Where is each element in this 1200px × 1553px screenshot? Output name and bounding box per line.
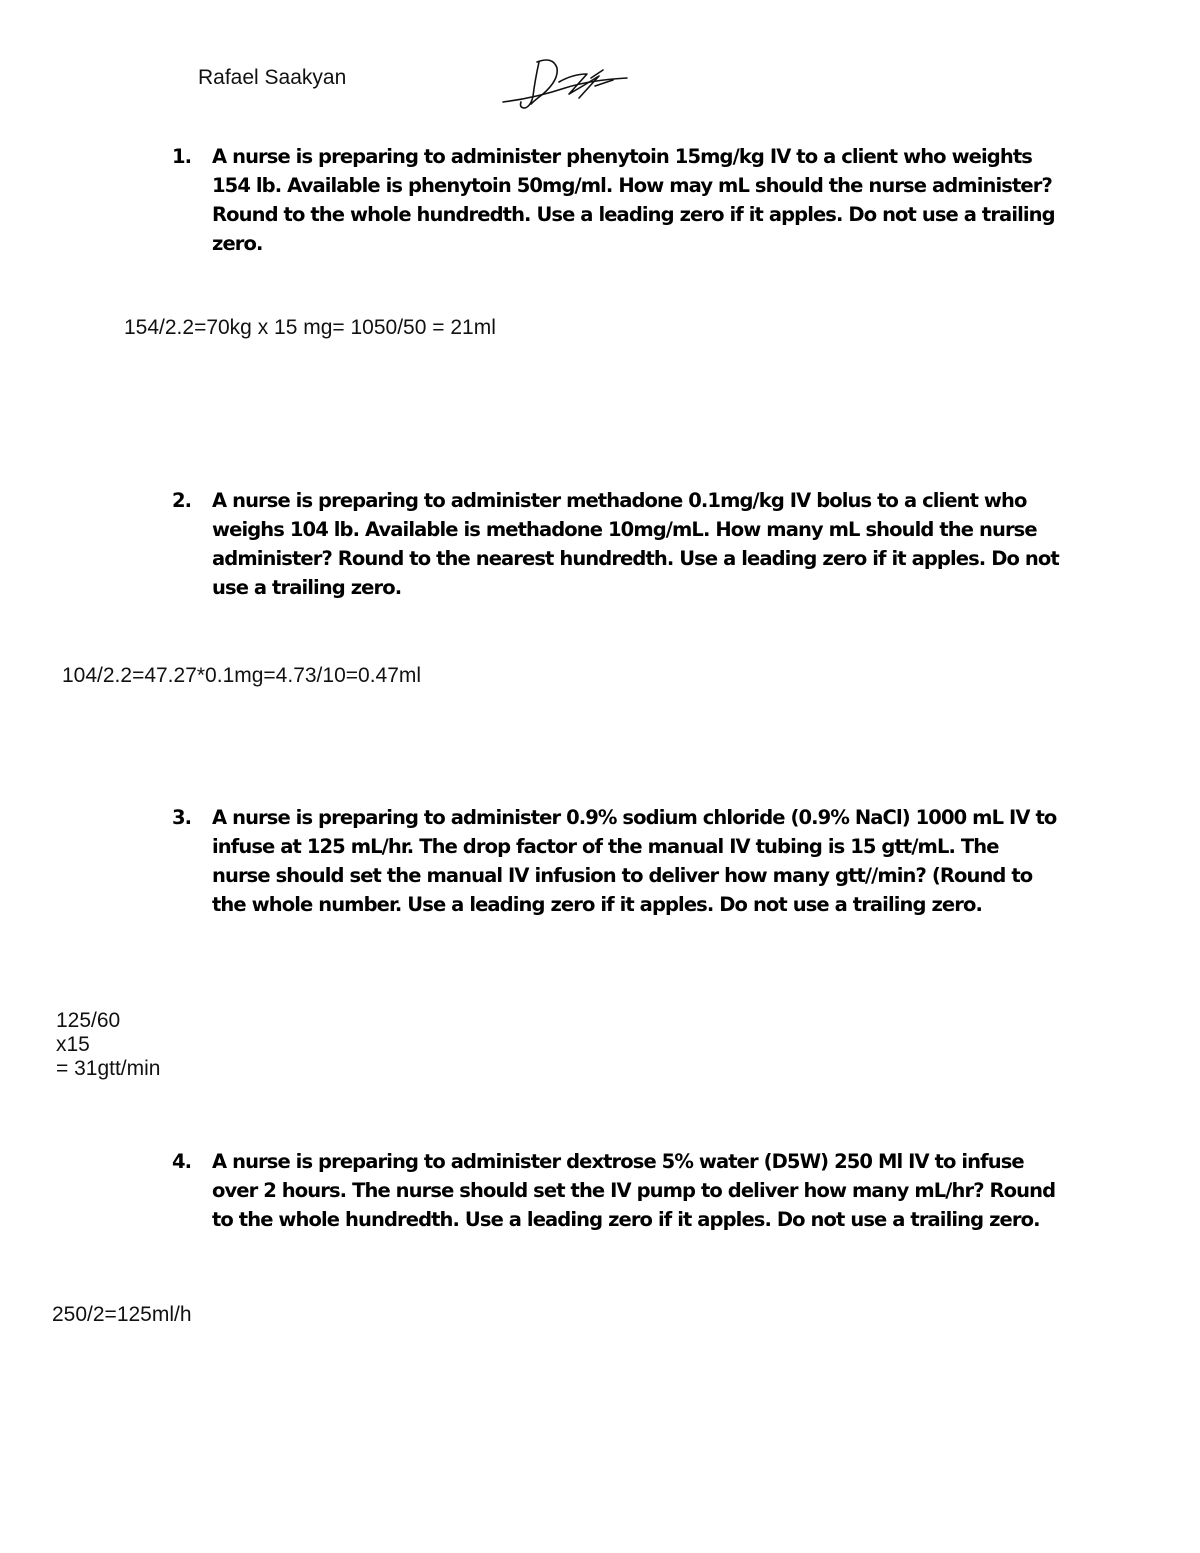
answer-3-line-2: x15	[56, 1033, 90, 1056]
question-2	[172, 486, 1062, 602]
question-text: A nurse is preparing to administer dextrose 5% water (D5W) 250 Ml IV to infuse over 2 hours. The nurse should set the IV pump to deliver how many mL/hr? Round to the whole hundredth. Use a leading zero if it apples. Do not use a trailing zero.	[212, 1150, 1056, 1231]
author-name: Rafael Saakyan	[198, 66, 347, 89]
answer-3-line-1: 125/60	[56, 1009, 121, 1032]
question-text: A nurse is preparing to administer methadone 0.1mg/kg IV bolus to a client who weighs 104 lb. Available is methadone 10mg/mL. How many mL should the nurse administer? Round to the nearest hundredth. Use a leading zero if it apples. Do not use a trailing zero.	[212, 489, 1059, 599]
question-number: 3.	[172, 806, 192, 829]
answer-2: 104/2.2=47.27*0.1mg=4.73/10=0.47ml	[62, 664, 422, 687]
question-1	[172, 142, 1062, 258]
answer-1: 154/2.2=70kg x 15 mg= 1050/50 = 21ml	[124, 316, 496, 339]
question-4	[172, 1147, 1062, 1234]
question-number: 4.	[172, 1150, 192, 1173]
question-number: 1.	[172, 145, 192, 168]
answer-3-line-3: = 31gtt/min	[56, 1057, 161, 1080]
answer-4: 250/2=125ml/h	[52, 1303, 192, 1326]
question-text: A nurse is preparing to administer phenytoin 15mg/kg IV to a client who weights 154 lb. Available is phenytoin 50mg/ml. How may mL should the nurse administer? Round to the whole hundredth. Use a leading zero if it apples. Do not use a trailing zero.	[212, 145, 1055, 255]
handwritten-signature	[495, 52, 635, 114]
question-3	[172, 803, 1062, 919]
question-number: 2.	[172, 489, 192, 512]
question-text: A nurse is preparing to administer 0.9% sodium chloride (0.9% NaCl) 1000 mL IV to infuse at 125 mL/hr. The drop factor of the manual IV tubing is 15 gtt/mL. The nurse should set the manual IV infusion to deliver how many gtt//min? (Round to the whole number. Use a leading zero if it apples. Do not use a trailing zero.	[212, 806, 1057, 916]
